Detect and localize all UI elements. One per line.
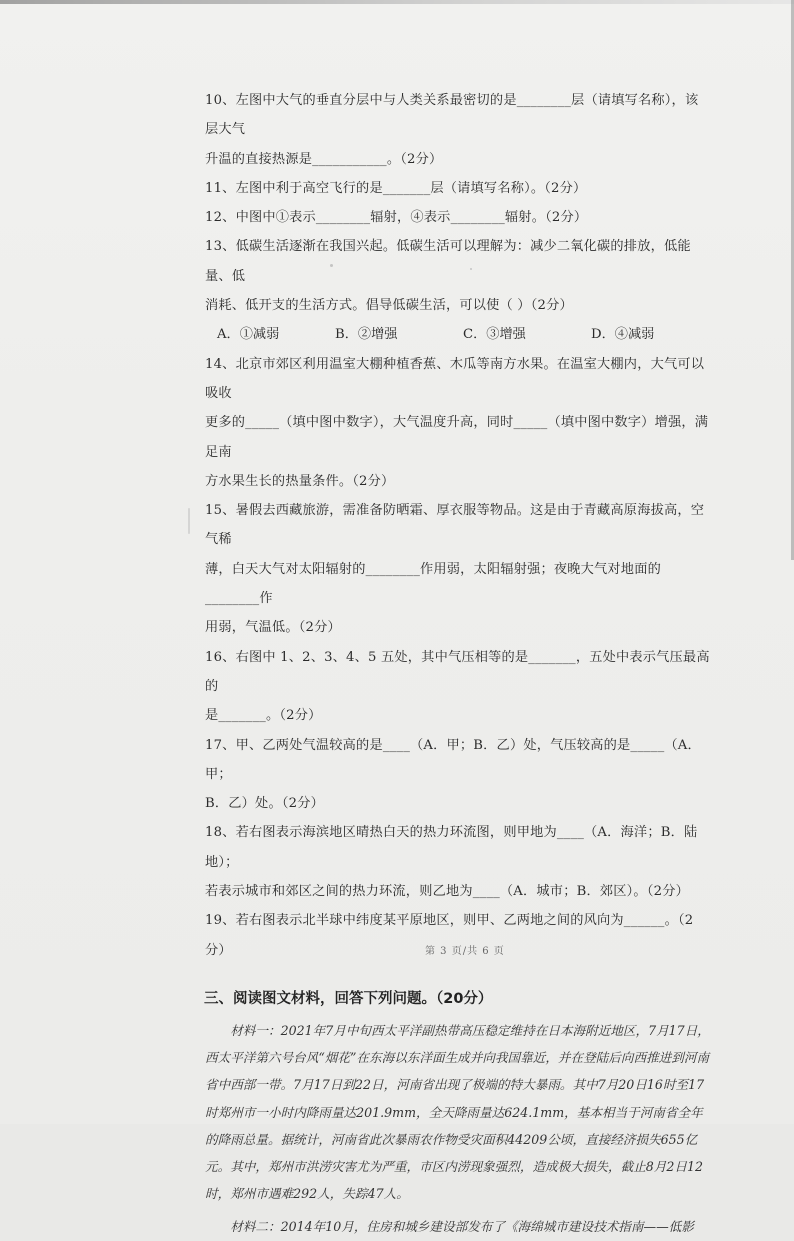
question-19: 19、若右图表示北半球中纬度某平原地区，则甲、乙两地之间的风向为______。（2分） xyxy=(205,913,694,958)
question-16: 16、右图中 1、2、3、4、5 五处，其中气压相等的是_______，五处中表示气压最高的 是_______。（2分） xyxy=(205,649,710,724)
option-b: B．②增强 xyxy=(335,327,398,343)
question-18: 18、若右图表示海滨地区晴热白天的热力环流图，则甲地为____（A．海洋；B．陆地）； 若表示城市和郊区之间的热力环流，则乙地为____（A．城市；B．郊区）。（2分） xyxy=(205,825,698,900)
question-14: 14、北京市郊区利用温室大棚种植香蕉、木瓜等南方水果。在温室大棚内，大气可以吸收 更多的_____（填中图中数字），大气温度升高，同时_____（填中图中数字）增强，满足南 方水果生长的热量条件。（2分） xyxy=(205,356,709,489)
question-15: 15、暑假去西藏旅游，需准备防晒霜、厚衣服等物品。这是由于青藏高原海拔高，空气稀 薄，白天大气对太阳辐射的________作用弱，太阳辐射强；夜晚大气对地面的________作 用弱，气温低。（2分） xyxy=(205,503,705,636)
question-10: 10、左图中大气的垂直分层中与人类关系最密切的是________层（请填写名称），该层大气 升温的直接热源是___________。（2分） xyxy=(205,93,699,167)
question-13-options xyxy=(205,320,710,349)
scan-speck xyxy=(470,268,472,270)
option-a: A．①减弱 xyxy=(217,327,280,343)
page-content xyxy=(205,86,710,1241)
page-footer: 第 3 页/共 6 页 xyxy=(425,946,505,957)
option-c: C．③增强 xyxy=(463,327,526,343)
scan-edge-shadow xyxy=(0,0,794,4)
option-d: D．④减弱 xyxy=(591,327,655,343)
scan-speck xyxy=(188,508,190,534)
question-13: 13、低碳生活逐渐在我国兴起。低碳生活可以理解为：减少二氧化碳的排放，低能量、低 消耗、低开支的生活方式。倡导低碳生活，可以使（ ）（2分） xyxy=(205,239,691,314)
section-3-title: 三、阅读图文材料，回答下列问题。（20分） xyxy=(204,990,493,1007)
material-2: 材料二：2014年10月，住房和城乡建设部发布了《海绵城市建设技术指南——低影 xyxy=(230,1219,694,1235)
material-1: 材料一：2021年7月中旬西太平洋副热带高压稳定维持在日本海附近地区，7月17日，西太平洋第六号台风“烟花”在东海以东洋面生成并向我国靠近，并在登陆后向西推进到河南省中西部一带。7月17日到22日，河南省出现了极端的特大暴雨。其中7月20日16时至17时郑州市一小时内降雨量达201.9mm，全天降雨量达624.1mm，基本相当于河南省全年的降雨总量。据统计，河南省此次暴雨农作物受灾面积44209公顷，直接经济损失655亿元。其中，郑州市洪涝灾害尤为严重，市区内涝现象强烈，造成极大损失，截止8月2日12时，郑州市遇难292人，失踪47人。 xyxy=(205,1022,710,1202)
question-12: 12、中图中①表示________辐射，④表示________辐射。（2分） xyxy=(205,210,588,226)
question-17: 17、甲、乙两处气温较高的是____（A．甲；B．乙）处，气压较高的是_____（A．甲； B．乙）处。（2分） xyxy=(205,737,701,812)
question-11: 11、左图中利于高空飞行的是_______层（请填写名称）。（2分） xyxy=(205,180,587,196)
scan-speck xyxy=(330,264,333,267)
